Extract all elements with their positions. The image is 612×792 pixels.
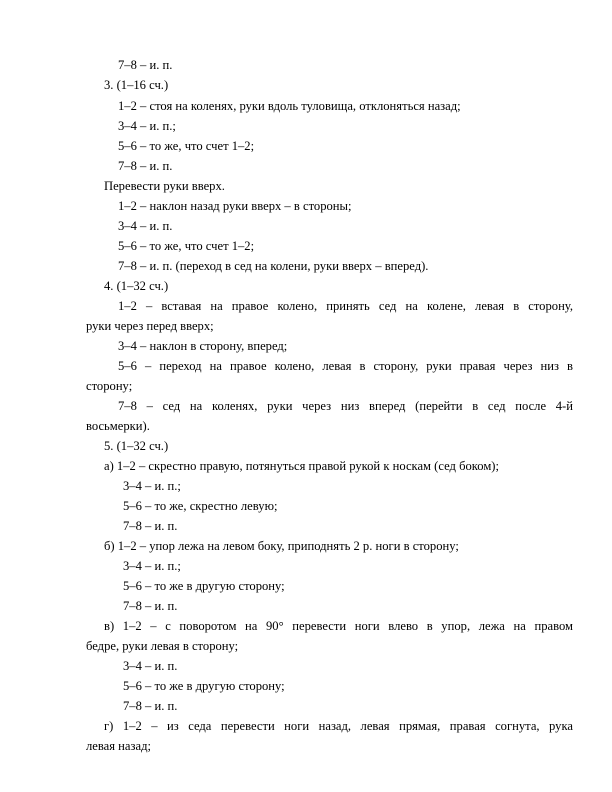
text-line: 1–2 – наклон назад руки вверх – в стороны; xyxy=(118,199,352,213)
text-line: 7–8 – и. п. (переход в сед на колени, руки вверх – вперед). xyxy=(118,259,429,273)
text-line: 5–6 – то же в другую сторону; xyxy=(123,579,285,593)
section-heading: 3. (1–16 сч.) xyxy=(104,78,169,92)
text-line: 3–4 – и. п.; xyxy=(123,479,181,493)
justified-line: в) 1–2 – с поворотом на 90° перевести ноги влево в упор, лежа на правом xyxy=(104,619,573,633)
text-line: 3–4 – и. п. xyxy=(118,219,173,233)
text-line: Перевести руки вверх. xyxy=(104,179,225,193)
text-line: 3–4 – и. п. xyxy=(123,659,178,673)
text-line: 7–8 – и. п. xyxy=(123,699,178,713)
text-line: левая назад; xyxy=(86,739,151,753)
text-line: 3–4 – и. п.; xyxy=(123,559,181,573)
text-line: сторону; xyxy=(86,379,133,393)
text-line: 5–6 – то же в другую сторону; xyxy=(123,679,285,693)
justified-line: 5–6 – переход на правое колено, левая в сторону, руки правая через низ в xyxy=(118,359,573,373)
text-line: 7–8 – и. п. xyxy=(118,58,173,72)
justified-line: г) 1–2 – из седа перевести ноги назад, левая прямая, правая согнута, рука xyxy=(104,719,573,733)
text-line: 7–8 – и. п. xyxy=(118,159,173,173)
text-line: 3–4 – и. п.; xyxy=(118,119,176,133)
text-line: а) 1–2 – скрестно правую, потянуться правой рукой к носкам (сед боком); xyxy=(104,459,499,473)
text-line: 5–6 – то же, что счет 1–2; xyxy=(118,239,255,253)
text-line: б) 1–2 – упор лежа на левом боку, приподнять 2 р. ноги в сторону; xyxy=(104,539,459,553)
text-line: 1–2 – стоя на коленях, руки вдоль туловища, отклоняться назад; xyxy=(118,99,461,113)
section-heading: 4. (1–32 сч.) xyxy=(104,279,169,293)
justified-line: 1–2 – вставая на правое колено, принять сед на колене, левая в сторону, xyxy=(118,299,573,313)
text-line: 5–6 – то же, что счет 1–2; xyxy=(118,139,255,153)
text-line: 5–6 – то же, скрестно левую; xyxy=(123,499,278,513)
text-line: бедре, руки левая в сторону; xyxy=(86,639,239,653)
text-line: руки через перед вверх; xyxy=(86,319,214,333)
text-line: восьмерки). xyxy=(86,419,150,433)
section-heading: 5. (1–32 сч.) xyxy=(104,439,169,453)
text-line: 7–8 – и. п. xyxy=(123,599,178,613)
text-line: 3–4 – наклон в сторону, вперед; xyxy=(118,339,288,353)
justified-line: 7–8 – сед на коленях, руки через низ вперед (перейти в сед после 4-й xyxy=(118,399,573,413)
text-line: 7–8 – и. п. xyxy=(123,519,178,533)
